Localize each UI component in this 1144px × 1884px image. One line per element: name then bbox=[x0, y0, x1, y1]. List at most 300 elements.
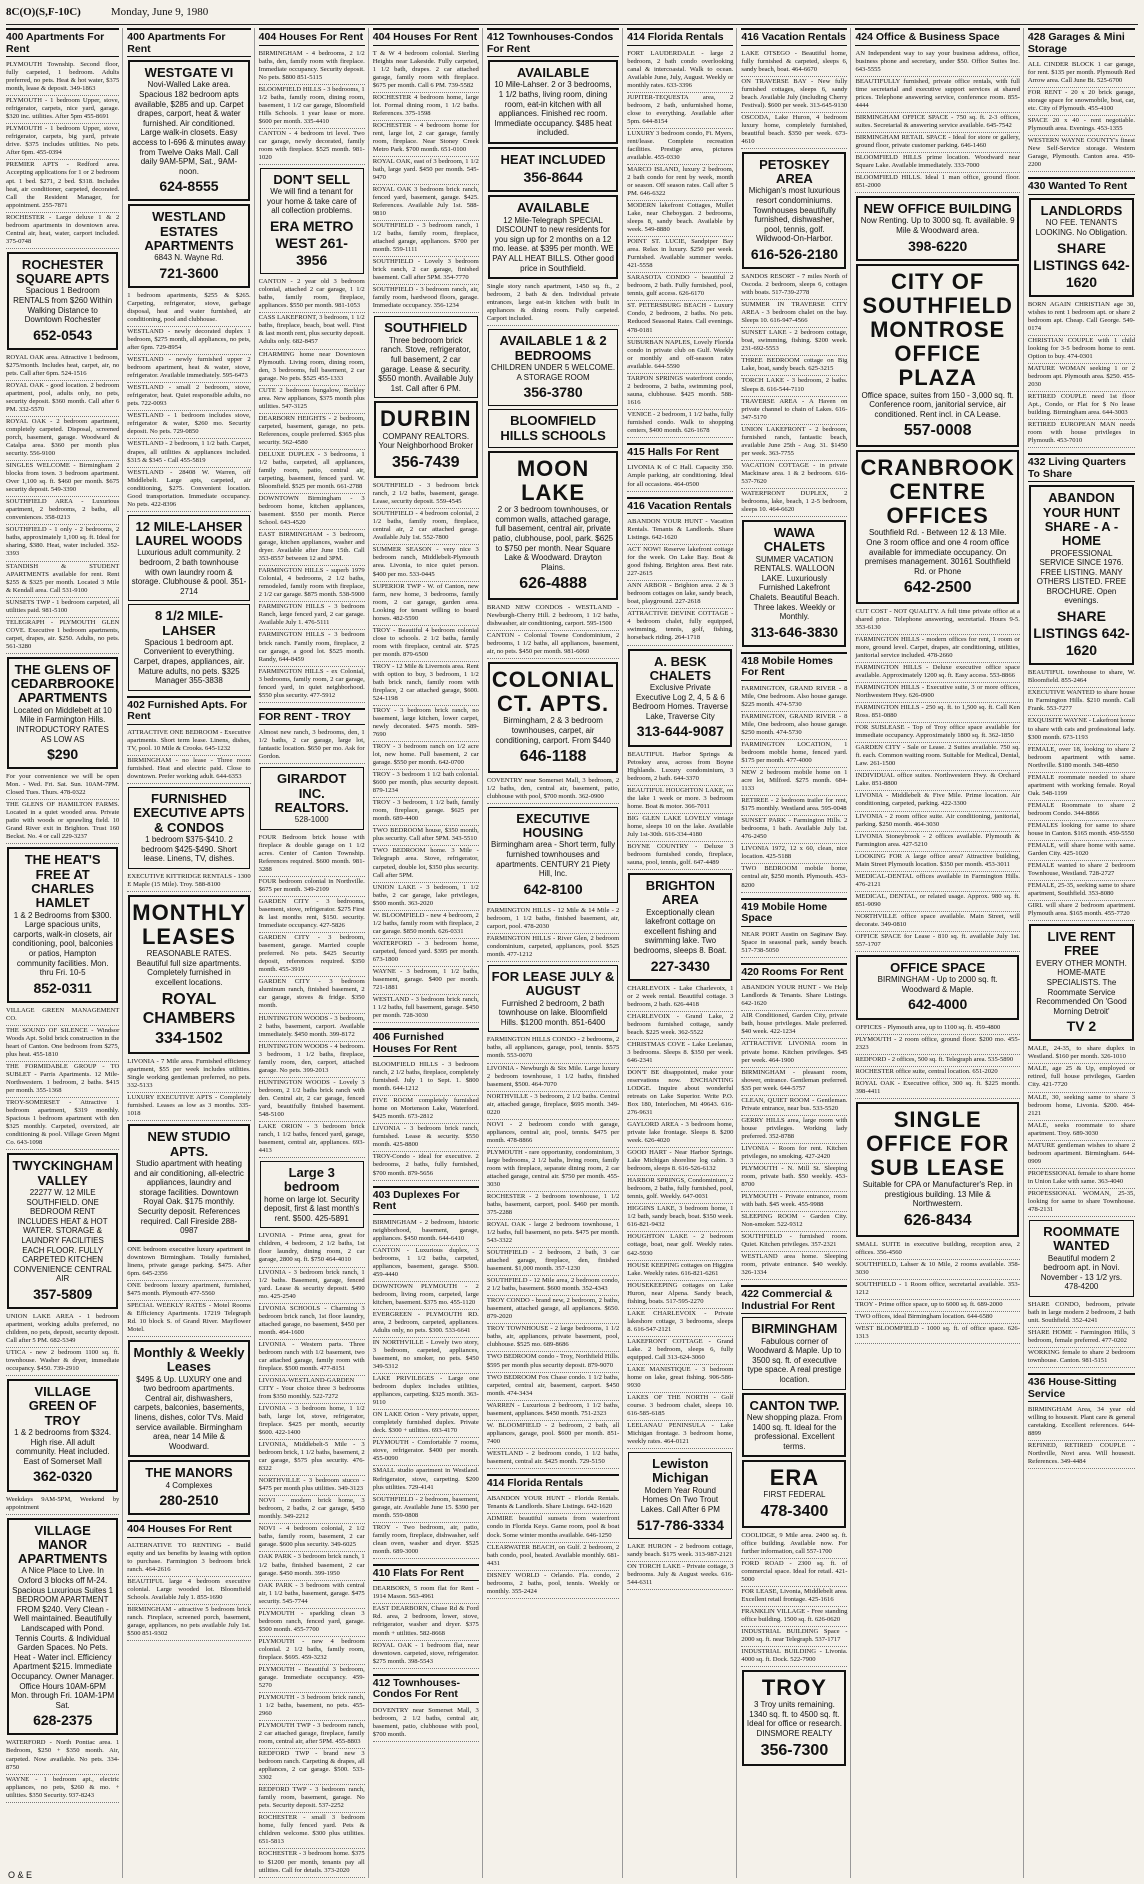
classified-ad: SHARE HOME - Farmington Hills, 3 bedroom, female preferred. 477-0202 bbox=[1028, 1328, 1135, 1348]
classified-ad: BEAUTIFUL large 4 bedroom executive colonial. Large wooded lot. Bloomfield Schools. Available July 1. 855-1690 bbox=[127, 1577, 250, 1605]
classified-ad: FARMINGTON HILLS - superb 1979 Colonial, 4 bedrooms, 2 1/2 baths, remodeled, family room with fireplace, 2 1/2 car garage. $875 month. 538-5900 bbox=[259, 566, 365, 602]
classified-ad: FARMINGTON LOCATION, 1 bedroom mobile home, fenced yard. $175 per month. 477-4000 bbox=[741, 740, 847, 768]
display-ad-title: CITY OF SOUTHFIELD MONTROSE OFFICE PLAZA bbox=[862, 268, 1013, 391]
section-heading: 420 Rooms For Rent bbox=[741, 963, 847, 981]
classified-ad: BRAND NEW CONDOS - WESTLAND - Newburgh-Cherry Hill. 2 bedroom, 1 1/2 baths, dishwasher, air conditioning, carport. 595-1500 bbox=[487, 603, 619, 631]
display-ad-body: Southfield Rd. - Between 12 & 13 Mile. One 3 room office and one 4 room office available for immediate occupancy. On premises management. 30161 Southfield Rd. or Phone bbox=[864, 528, 1011, 576]
classified-ad: BEAUTIFUL HOUGHTON LAKE, on the lake 1 week or more. 3 bedroom home. Boat & motor. 366-7011 bbox=[627, 786, 733, 814]
display-ad-title: ERA bbox=[769, 1465, 820, 1491]
display-ad-title: VILLAGE GREEN OF TROY bbox=[28, 1384, 97, 1428]
classified-ad: CLEARWATER BEACH, on Gulf. 2 bedroom, 2 bath condo, pool, heated. Available monthly. 681-4431 bbox=[487, 1543, 619, 1571]
classified-ad: LAKE PRIVILEGES - Large one bedroom duplex includes utilities, appliances, carpeting. $325 month. 363-9110 bbox=[373, 1374, 479, 1410]
classified-ad: Weekdays 9AM-5PM, Weekend by appointment bbox=[6, 1495, 119, 1515]
classified-ad: GARDEN CITY - 3 bedrooms, basement, stove, refrigerator. $275 First & last months rent, $150. security. Immediate occupancy. 427-5826 bbox=[259, 897, 365, 933]
display-ad-title: SOUTHFIELD bbox=[384, 320, 468, 336]
classified-ad: WESTLAND - newly decorated duplex 1 bedroom, $275 month, all appliances, no pets, after 6pm. 729-8954 bbox=[127, 327, 250, 355]
classified-ad: PLYMOUTH - Private entrance, room with bath. $45 week. 455-9988 bbox=[741, 1192, 847, 1212]
classified-ad: NOVI - modern brick home, 3 bedroom, 2 baths, 2 car garage, $450 monthly. 349-2212 bbox=[259, 1496, 365, 1524]
display-ad bbox=[742, 1670, 846, 1766]
section-heading: 419 Mobile Home Space bbox=[741, 898, 847, 927]
display-ad-phone: 852-0311 bbox=[33, 979, 92, 996]
display-ad-phone: 642-2500 bbox=[903, 579, 972, 597]
classified-ad: WORKING female to share 2 bedroom townhouse. Canton. 981-5151 bbox=[1028, 1348, 1135, 1368]
display-ad-body: FIRST FEDERAL bbox=[763, 1490, 826, 1500]
display-ad-body: Luxurious adult community. 2 bedroom, 2 bath townhouse with own laundry room & storage. Clubhouse & pool. 351-2714 bbox=[131, 548, 247, 596]
display-ad-title: FURNISHED EXECUTIVE APTS & CONDOS bbox=[133, 791, 245, 835]
display-ad-title: TWYCKINGHAM VALLEY bbox=[12, 1158, 113, 1188]
classified-ad: EXECUTIVE WANTED to share house in Farmington Hills. $210 month. Call Frank. 553-7277 bbox=[1028, 688, 1135, 716]
classified-ad: GARDEN CITY - 3 bedroom aluminum ranch, finished basement, 2 car garage, stoves & fridge. $350 month. bbox=[259, 977, 365, 1013]
classified-ad: VACATION COTTAGE - in private Mackinaw area. 1 & 2 bedroom. 616-537-7620 bbox=[741, 461, 847, 489]
display-ad bbox=[488, 807, 618, 903]
classified-ad: SARASOTA CONDO - beautiful 2 bedroom, 2 bath. Fully furnished, pool, tennis, gulf access. 626-6170 bbox=[627, 273, 733, 301]
display-ad bbox=[628, 873, 732, 981]
display-ad-body: Beautiful modern 2 bedroom apt. in Novi. November - 13 1/2 yrs. 478-4200 bbox=[1040, 1253, 1123, 1292]
display-ad-title: GIRARDOT INC. REALTORS. bbox=[274, 771, 349, 815]
classified-ad: PLYMOUTH Township. Second floor, fully carpeted, 1 bedroom. Adults preferred, no pets. Heat & hot water, $375 month, lease & deposit. 349-1863 bbox=[6, 60, 119, 96]
classified-ad: TWO BEDROOM mobile home, central air, $250 month. Plymouth. 453-8200 bbox=[741, 864, 847, 892]
display-ad-title: ROCHESTER SQUARE APTS bbox=[15, 256, 110, 287]
classified-ad: TROY - 3 bedroom, 1 1/2 bath, family room, fireplace, garage. $625 per month. 689-4400 bbox=[373, 798, 479, 826]
display-ad-title: DON'T SELL bbox=[273, 171, 351, 187]
classified-ad: OAK PARK - 3 bedroom brick ranch, 1 1/2 baths, finished basement, 2 car garage. $450 month. 399-1950 bbox=[259, 1552, 365, 1580]
classified-ad: CHRISTMAS COVE - Lake Leelanau, 3 bedrooms. Sleeps 8. $350 per week. 646-2341 bbox=[627, 1040, 733, 1068]
classified-ad: FOR SUBLEASE - Top of Troy office space available for immediate occupancy. Approximately 1800 sq. ft. 362-1850 bbox=[855, 723, 1019, 743]
classified-ad: TRAVERSE AREA - A Haven on private channel to chain of Lakes. 616-347-5170 bbox=[741, 397, 847, 425]
classified-ad: ATTRACTIVE DEVINE COTTAGE - 4 bedroom chalet, fully equipped, swimming, tennis, golf, fishing, horseback riding. 264-1718 bbox=[627, 609, 733, 645]
classified-ad: LIVONIA 1972, 12 x 60, clean, nice location. 425-5188 bbox=[741, 844, 847, 864]
classified-ad: ROCHESTER - small 3 bedroom home, fully fenced yard. Pets & children welcome. $300 plus utilities. 651-5813 bbox=[259, 1813, 365, 1849]
display-ad-body: Studio apartment with heating and air conditioning, all-electric appliances, laundry and storage facilities. Downtown Royal Oak. $175 monthly. Security deposit. References required. Call Fireside 288-0987 bbox=[134, 1158, 244, 1236]
classified-ad: GOOD HART - Near Harbor Springs. Lake Michigan shoreline log cabin. 3 bedroom, sleeps 8. 616-526-6132 bbox=[627, 1148, 733, 1176]
classified-ad: WESTLAND - 2 bedroom condo, 1 1/2 baths, basement, central air. $425 month. 729-5150 bbox=[487, 1449, 619, 1469]
display-ad-title: BRIGHTON AREA bbox=[645, 877, 715, 908]
display-ad bbox=[742, 1460, 846, 1527]
classified-ad: SOUTHFIELD - 12 Mile area, 2 bedroom condo, 2 1/2 baths, basement. $600 month. 352-4343 bbox=[487, 1276, 619, 1296]
classified-ad: TROY TOWNHOUSE - 2 large bedrooms, 1 1/2 baths, air, appliances, private basement, pool, clubhouse. $525 mo. 689-8686 bbox=[487, 1324, 619, 1352]
display-ad bbox=[488, 451, 618, 600]
classified-ad: TROY-SOMERSET - Attractive 1 bedroom apartment, $319 monthly. Spacious 1 bedroom apartment with den $325 monthly. Carpeted, oversized, air conditioning & pool. Village Green Mgmt Co. 643-1098 bbox=[6, 1098, 119, 1150]
classified-ad: SOUTHFIELD - 1 Room office, secretarial available. 353-1212 bbox=[855, 1280, 1019, 1300]
display-ad-phone: 626-8434 bbox=[903, 1212, 972, 1230]
classified-ad: ROCHESTER - 4 bedroom home for rent, large lot, 2 car garage, family room, fireplace. Near Stoney Creek Metro Park. $700 month. 651-0100 bbox=[373, 121, 479, 157]
display-ad-title: WESTGATE VI bbox=[144, 65, 234, 81]
display-ad bbox=[260, 168, 364, 274]
display-ad-title: WESTLAND ESTATES APARTMENTS bbox=[144, 209, 234, 253]
classified-ad: EXQUISITE WAYNE - Lakefront home to share with cats and professional lady. $300 month. 673-1193 bbox=[1028, 716, 1135, 744]
display-ad-phone: 557-0008 bbox=[903, 422, 972, 440]
classified-ad: LIVONIA - Newburgh & Six Mile. Large luxury 2 bedroom townhouse, 1 1/2 baths, finished basement, $500. 464-7070 bbox=[487, 1064, 619, 1092]
section-heading: 400 Apartments For Rent bbox=[6, 28, 119, 57]
classified-ad: GAYLORD AREA - 3 bedroom home, private lake frontage. Sleeps 8. $200 week. 626-4020 bbox=[627, 1120, 733, 1148]
masthead bbox=[6, 6, 1138, 25]
classified-ad: ROYAL OAK - good location. 2 bedroom apartment, pool, adults only, no pets, security deposit. $360 month. Call after 6 PM. 332-5570 bbox=[6, 381, 119, 417]
classified-ad: FEMALE Roommate to share 2 bedroom Condo. 344-8866 bbox=[1028, 801, 1135, 821]
display-ad-title: AVAILABLE 1 & 2 BEDROOMS bbox=[499, 333, 607, 363]
classified-ad: BIRMINGHAM Area, 34 year old willing to housesit. Plant care & general caretaking. Excellent references. 644-8899 bbox=[1028, 1405, 1135, 1441]
classified-ad: LIVONIA - Western parts. Three bedroom ranch with 1/2 basement, two car attached garage, family room with fireplace. $500 month. 477-8151 bbox=[259, 1340, 365, 1376]
display-ad-title: BIRMINGHAM bbox=[751, 1321, 838, 1337]
display-ad-phone: SHARE LISTINGS 642-1620 bbox=[1033, 239, 1130, 290]
classified-ad: REDFORD TWP - 3 bedroom ranch, family room, basement, garage. No pets. Security deposit. 537-2252 bbox=[259, 1785, 365, 1813]
classified-ad: NOVI - 2 bedroom condo with garage, appliances, central air, pool, tennis. $475 per month. 478-8866 bbox=[487, 1120, 619, 1148]
classified-ad: ROYAL OAK 3 bedroom brick ranch, fenced yard, basement, garage. $425. References. Available July 1st. 588-9810 bbox=[373, 185, 479, 221]
classified-ad: SUPERIOR TWP - W. of Canton, new farm, new home, 3 bedrooms, family room, 2 car garage, garden area. Looking for tenant willing to board horses. 482-5590 bbox=[373, 582, 479, 626]
classified-ad: SOUTHFIELD - furnished room. Quiet. Kitchen privileges. 357-2321 bbox=[741, 1232, 847, 1252]
classified-ad: HUNTINGTON WOODS - 4 bedroom. 3 bedroom, 1 1/2 baths, fireplace, family room, den, carport, attached garage. No pets. 399-2013 bbox=[259, 1042, 365, 1078]
classified-ad: SUMMER IN TRAVERSE CITY AREA - 3 bedroom chalet on the bay. Sleeps 10. 616-947-4566 bbox=[741, 300, 847, 328]
classified-ad: LAKE HURON - 2 bedroom cottage, sandy beach. $175 week. 313-987-2121 bbox=[627, 1542, 733, 1562]
classified-ad: PREMIER APTS - Redford area. Accepting applications for 1 or 2 bedroom apt. 1 bed. $271, 2 bed. $318. Includes heat, air conditioner, carpeted, decorated. Call the Resident Manager, for appointment. 255-7871 bbox=[6, 160, 119, 212]
classified-ad: WATERFRONT DUPLEX, 2 bedrooms, lake, beach, 1 2-5 bedroom, sleeps 10. 464-6620 bbox=[741, 489, 847, 517]
classified-ad: WAYNE - 1 bedroom apt., electric appliances, no pets, $260 & mo. + utilities. $350 Security. 937-8243 bbox=[6, 1775, 119, 1803]
classified-ad: WESTLAND - 2 bedroom, 1 1/2 bath. Carpet, drapes, all utilities & appliances included. $315 & $345 - Call 455-5819 bbox=[127, 439, 250, 467]
classified-ad: TARPON SPRINGS waterfront condo, 2 bedrooms, 2 baths, swimming pool, sauna, clubhouse. $425 month. 588-1616 bbox=[627, 374, 733, 410]
classified-ad: EVERGREEN - PLYMOUTH RD. area, 2 bedroom, carpeted, appliances. Adults only, no pets. $300. 533-6641 bbox=[373, 1310, 479, 1338]
classified-ad: SUNSET PARK - Farmington Hills. 2 bedrooms, 1 bath. Available July 1st. 476-2450 bbox=[741, 816, 847, 844]
classified-ad: FARMINGTON, GRAND RIVER - 8 Mile, One bedroom, also house garage. $250 month. 474-5730 bbox=[741, 712, 847, 740]
section-heading: 402 Furnished Apts. For Rent bbox=[127, 696, 250, 725]
classified-ad: BEAUTIFUL townhouse to share, W. Bloomfield. 855-2464 bbox=[1028, 668, 1135, 688]
classified-ad: LIVONIA - Middlebelt & Five Mile. Prime location. Air conditioning, carpeted, parking. 422-3300 bbox=[855, 791, 1019, 811]
classified-ad: PLYMOUTH - sparkling clean 3 bedroom ranch, fenced yard, garage. $500 month. 455-7700 bbox=[259, 1609, 365, 1637]
section-heading: 414 Florida Rentals bbox=[487, 1474, 619, 1492]
display-ad-phone: 357-5809 bbox=[33, 1285, 93, 1302]
classified-ad: ON TORCH LAKE - Private cottage, 3 bedrooms. July & August weeks. 616-544-6311 bbox=[627, 1562, 733, 1590]
classified-ad: WEST BLOOMFIELD - 1000 sq. ft. of office space. 626-1313 bbox=[855, 1324, 1019, 1344]
classified-ad: DOWNTOWN Birmingham - 3 bedroom home, kitchen appliances, basement. $550 per month. Pierce School. 643-4520 bbox=[259, 494, 365, 530]
classified-ad: SOUTHFIELD - Lovely 3 bedroom brick ranch, 2 car garage, finished basement. Call after 5PM. 354-7770 bbox=[373, 257, 479, 285]
classified-ad: MARCO ISLAND, luxury 2 bedroom, 2 bath condo for rent by week, month or season. Off season rates. Call after 5 PM. 646-6322 bbox=[627, 165, 733, 201]
classified-ad: CANTON - Luxurious duplex, 3 bedrooms, 1 1/2 baths, carpeted, appliances, basement, garage. $500. 459-4440 bbox=[373, 1246, 479, 1282]
classified-ad: FARMINGTON HILLS CONDO - 2 bedrooms, 2 baths, all appliances, garage, pool, tennis. $575 month. 553-0070 bbox=[487, 1035, 619, 1063]
classified-ad: HOUSEKEEPING cottages on Lake Huron, near Alpena. Sandy beach, fishing, boats. 517-595-2270 bbox=[627, 1281, 733, 1309]
section-heading: 430 Wanted To Rent bbox=[1028, 177, 1135, 195]
classified-ad: REDFORD TWP - brand new 3 bedroom ranch. Carpeting & drapes, all appliances, 2 car garage. $500. 533-3302 bbox=[259, 1749, 365, 1785]
classified-ad: ON LAKE Orion - Very private, upper, completely furnished duplex. Private deck. $300 + utilities. 693-4170 bbox=[373, 1410, 479, 1438]
classified-ad: CANTON - Colonial Towne Condominium, 2 bedrooms, 1 1/2 baths, all appliances, basement, air, no pets. $450 per month. 981-6060 bbox=[487, 631, 619, 659]
classified-ad: DELUXE DUPLEX - 3 bedrooms, 1 1/2 baths, carpeted, all appliances, family room, patio, central air, carpeting, basement, fenced yard. W. Bloomfield. $525 per month. 661-2788 bbox=[259, 450, 365, 494]
classified-ad: NORTHVILLE office space available. Main Street, will decorate. 349-0810 bbox=[855, 912, 1019, 932]
classified-ad: BIG GLEN LAKE LOVELY vintage home, sleeps 10 on the lake. Available July 1st-30th. 616-334-4180 bbox=[627, 814, 733, 842]
display-ad-title: TROY bbox=[761, 1675, 827, 1701]
classified-ad: LIVONIA - 3 bedroom home, 1 1/2 bath, large lot, stove, refrigerator, fireplace. $425 per month, security $600. 422-1400 bbox=[259, 1404, 365, 1440]
section-heading: 404 Houses For Rent bbox=[373, 28, 479, 46]
classified-ad: OSCODA, Lake Huron, 4 bedroom luxury home, completely furnished, beautiful beach. $350 per week. 673-4610 bbox=[741, 113, 847, 149]
display-ad-body: SUMMER VACATION RENTALS. WALLOON LAKE. Luxuriously Furnished Lakefront Chalets. Beautiful Beach. Three lakes. Weekly or Monthly. bbox=[749, 554, 840, 622]
classified-ad: FARMINGTON HILLS - 12 Mile & 14 Mile - 2 bedroom, 1 1/2 baths, finished basement, air, carport, pool. 478-2030 bbox=[487, 906, 619, 934]
classified-ad: CHRISTIAN COUPLE with 1 child looking for 3-5 bedroom home to rent. Option to buy. 474-0301 bbox=[1028, 336, 1135, 364]
classified-ad: ABANDON YOUR HUNT - We Help Landlords & Tenants. Share Listings. 642-1620 bbox=[741, 983, 847, 1011]
classified-ad: TROY - Beautiful 4 bedroom colonial close to schools. 2 1/2 baths, family room with fireplace, central air. $725 per month. 879-6500 bbox=[373, 626, 479, 662]
classified-ad: WARREN - Luxurious 2 bedroom, 1 1/2 baths, basement, appliances. $450 month. 751-2323 bbox=[487, 1401, 619, 1421]
display-ad-title: ROOMMATE WANTED bbox=[1043, 1223, 1120, 1254]
classified-ad: HOUGHTON LAKE - 2 bedroom cottage, boat, near golf. Weekly rates. 642-5930 bbox=[627, 1232, 733, 1260]
classified-ad: FEMALE, over 18, looking to share 2 bedroom apartment with same. Northville. $180 month. 348-4850 bbox=[1028, 745, 1135, 773]
classified-ad: UTICA - new 2 bedroom 1100 sq. ft. townhouse. Washer & dryer, immediate occupancy. $450. 739-2910 bbox=[6, 1348, 119, 1376]
display-ad-phone: 313-646-3830 bbox=[750, 623, 838, 640]
column-8 bbox=[855, 28, 1023, 1878]
classified-ad: FOR RENT - 20 x 20 brick garage, storage space for snowmobile, boat, car, etc. City of Plymouth. 455-4100 bbox=[1028, 88, 1135, 116]
display-ad-body: EVERY OTHER MONTH. HOME-MATE SPECIALISTS. The Roommate Service Recommended On 'Good Morning Detroit' bbox=[1036, 958, 1127, 1016]
classified-ad: ALL CINDER BLOCK 1 car garage, for rent. $135 per month. Plymouth Red Arrow area. Call June Bt. 525-6700 bbox=[1028, 60, 1135, 88]
classified-ad: ABANDON YOUR HUNT - Florida Rentals. Tenants & Landlords. Share Listings. 642-1620 bbox=[487, 1494, 619, 1514]
classified-ad: OFFICE SPACE for Lease - 810 sq. ft. available July 1st. 557-1707 bbox=[855, 932, 1019, 952]
classified-ad: ROYAL OAK area. Attractive 1 bedroom, $275/month. Includes heat, carpet, air, no pets. Call after 6pm. 524-1516 bbox=[6, 353, 119, 381]
classified-ad: COOLIDGE, 9 Mile area. 2400 sq. ft. office building. Available now. For further information, call 557-1700 bbox=[741, 1531, 847, 1559]
classified-ad: DOVENTRY near Somerset Mall, 3 bedroom, 2 1/2 baths, central air, basement, patio, clubhouse with pool, $700 month. bbox=[373, 1706, 479, 1742]
classified-ad: ACT NOW! Reserve lakefront cottage for the week. On Lake Bay. Boat & good fishing. Brighton area. Best rate. 227-2615 bbox=[627, 545, 733, 581]
classified-ad: DON'T BE disappointed, make your reservations now. ENCHANTING LODGE. Inquire about wonderful retreats on Lake Superior. Write P.O. Box 180, Interlochen, Mi 49643. 616-276-9631 bbox=[627, 1068, 733, 1120]
classified-ad: LAKE OTSEGO - Beautiful home, fully furnished & carpeted, sleeps 6, sandy beach, boat. 464-6670 bbox=[741, 49, 847, 77]
classified-ad: GIRL will share 2 bedroom apartment. Plymouth area. $165 month. 455-7720 bbox=[1028, 901, 1135, 921]
display-ad bbox=[128, 787, 249, 869]
classified-ad: ROCHESTER - 3 bedroom home. $375 to $1200 per month, tenants pay all utilities. Call for details. 373-2020 bbox=[259, 1849, 365, 1877]
issue-date: Monday, June 9, 1980 bbox=[110, 6, 209, 18]
classified-ad: LAKEFRONT COTTAGE - Grand Lake. 2 bedroom, sleeps 6, fully equipped. Call 313-624-3060 bbox=[627, 1337, 733, 1365]
classified-ad: T & W 4 bedroom colonial. Sterling Heights near Lakeside. Fully carpeted, 1 1/2 bath, drapes. 2 car attached garage, family room with fireplace. $675 per month. Call 6 PM. 739-5582 bbox=[373, 49, 479, 93]
classified-ad: HIGGINS LAKE, 3 bedroom home, 1 1/2 bath, sandy beach, boat. $350 week. 616-821-9432 bbox=[627, 1204, 733, 1232]
classified-ad: LOOKING FOR A large office area? Attractive building, Main Street Plymouth location. $350 per month. 453-3011 bbox=[855, 852, 1019, 872]
classified-ad: PLYMOUTH - 1 bedroom Upper, stove, refrigerator, carpets, big yard, private drive. $375 includes utilities. No pets. After 6pm. 455-0394 bbox=[6, 124, 119, 160]
classified-ad: LIVONIA - Prime area, great for children, 4 bedroom, 2 1/2 baths, 1st floor laundry, dining room, 2 car garage, 2800 sq. ft. $750 464-4010 bbox=[259, 1231, 365, 1267]
classified-ad: DEARBORN, 5 room flat for Rent - 1914 Mason. 563-4961 bbox=[373, 1584, 479, 1604]
display-ad-phone: SHARE LISTINGS 642-1620 bbox=[1033, 608, 1130, 659]
display-ad bbox=[742, 520, 846, 647]
display-ad-title: CRANBROOK CENTRE OFFICES bbox=[860, 454, 1015, 529]
classified-ad: TELEGRAPH - PLYMOUTH GLEN COVE. Executive 1 bedroom apartments, carpet, drapes, air. $250. Adults, no pets. 561-3280 bbox=[6, 618, 119, 654]
display-ad-body: 22277 W. 12 MILE SOUTHFIELD. ONE BEDROOM RENT INCLUDES HEAT & HOT WATER. STORAGE & LAUNDRY FACILITIES EACH FLOOR. FULLY CARPETED KITCHEN CONVENIENCE CENTRAL AIR bbox=[13, 1187, 112, 1284]
display-ad-body: 3 Troy units remaining. 1340 sq. ft. to 4500 sq. ft. Ideal for office or research. DINSMORE REALTY bbox=[746, 1700, 842, 1738]
classified-ad: ONE bedroom luxury apartment, furnished, $475 month. Plymouth 477-5560 bbox=[127, 1281, 250, 1301]
display-ad bbox=[1029, 1220, 1134, 1297]
classified-ad: AIR Conditioned, Garden City, private bath, house privileges. Male preferred. $40 week. 422-1234 bbox=[741, 1011, 847, 1039]
classified-ad: NEAR PORT Austin on Saginaw Bay. Space in seasonal park, sandy beach. 517-738-5050 bbox=[741, 930, 847, 958]
classified-ad: TROY - 3 bedroom ranch on 1/2 acre lot, new home. Full basement, 2 car garage. $550 per month. 642-0700 bbox=[373, 742, 479, 770]
classified-ad: UNION LAKEFRONT - 2 bedroom, furnished ranch, fantastic beach, available June 25th - Aug. 31. $1450 per week. 363-7755 bbox=[741, 425, 847, 461]
classified-ad: ATTRACTIVE LIVONIA room in private home. Kitchen privileges. $45 per week. 464-1900 bbox=[741, 1039, 847, 1067]
display-ad-body: Spacious 1 bedroom apt. Convenient to everything. Carpet, drapes, appliances, air. Mature adults, no pets. $325 Manager 355-3838 bbox=[133, 637, 245, 686]
classified-ad: FARMINGTON HILLS - 3 bedroom brick ranch. Family room, fireplace, 2 car garage, a good lot. $525 month. Randy, 644-8459 bbox=[259, 630, 365, 666]
display-ad-body: CHILDREN UNDER 5 WELCOME. A STORAGE ROOM bbox=[491, 362, 616, 382]
classified-ad: SOUTHFIELD AREA - Luxurious apartment, 2 bedrooms, 2 baths, all conveniences. 358-0213 bbox=[6, 497, 119, 525]
classified-ad: FOR LEASE, Livonia, Middlebelt area. Excellent retail frontage. 425-1616 bbox=[741, 1587, 847, 1607]
classified-ad: BIRMINGHAM - 4 bedrooms, 2 1/2 baths, den, family room with fireplace. Immediate occupancy. Security deposit. No pets. $800 851-5115 bbox=[259, 49, 365, 85]
display-ad-body: Fabulous corner of Woodward & Maple. Up to 3500 sq. ft. of executive type space. A real prestige location. bbox=[747, 1336, 842, 1385]
display-ad bbox=[260, 1161, 364, 1228]
classified-ad: PLYMOUTH - rare opportunity, condominium, 3 large bedrooms, 2 1/2 baths, living room, family room with fireplace, separate dining room, 2 car attached garage, central air. $750 per month. 455-3030 bbox=[487, 1148, 619, 1192]
display-ad bbox=[856, 196, 1018, 261]
classified-ad: HARBOR SPRINGS, Condominium, 2 bedroom, 2 baths, fully furnished, pool, tennis, golf. Weekly. 647-0031 bbox=[627, 1176, 733, 1204]
classified-ad: NORTHVILLE - 3 bedroom stucco - $475 per month plus utilities. 349-3123 bbox=[259, 1476, 365, 1496]
display-ad-phone: 721-3600 bbox=[159, 264, 219, 281]
display-ad-title: AVAILABLE bbox=[516, 65, 590, 81]
classified-ad: WESTLAND - small 2 bedroom, stove, refrigerator, heat. Quiet responsible adults, no pets. 722-0093 bbox=[127, 383, 250, 411]
classified-ad: SUNSETS TWP - 1 bedroom carpeted, all utilities paid. 981-5100 bbox=[6, 598, 119, 618]
classified-ad: EXECUTIVE KITTRIDGE RENTALS - 1300 E Maple (15 Mile). Troy. 588-8100 bbox=[127, 872, 250, 892]
classified-ad: GERRY HILLS area, large room with house privileges. Working lady preferred. 352-8788 bbox=[741, 1116, 847, 1144]
display-ad-title: NEW STUDIO APTS. bbox=[147, 1129, 231, 1159]
display-ad-phone: 624-8555 bbox=[159, 178, 219, 195]
classified-ad: CLEAN, QUIET ROOM - Gentleman. Private entrance, near bus. 533-5520 bbox=[741, 1096, 847, 1116]
display-ad-body: $495 & Up. LUXURY one and two bedroom apartments. Central air, dishwashers, carpets, balconies, basements, linens, dishes, color TVs. Maid service available. Birmingham area, near 14 Mile & Woodward. bbox=[133, 1374, 245, 1451]
section-heading: 410 Flats For Rent bbox=[373, 1564, 479, 1582]
classified-ad: LIVONIA, Middlebelt-5 Mile - 3 bedroom brick, 1 1/2 baths, basement, 2 car garage, $575 plus security. 476-8322 bbox=[259, 1440, 365, 1476]
display-ad-title: A. BESK CHALETS bbox=[649, 653, 712, 683]
classified-ad: GARDEN CITY - 3 bedroom, basement, garage. Married couple preferred. No pets. $425 Security deposit, references required. $350 month. 455-3919 bbox=[259, 933, 365, 977]
classified-ad: Almost new ranch, 3 bedrooms, den, 1 1/2 baths, 2 car garage, large lot, fantastic location. $650 per mo. Ask for Gordon. bbox=[259, 728, 365, 764]
classified-ad: NOVI - 4 bedroom colonial, 2 1/2 baths, family room, basement, 2 car garage. $600 plus security. 349-6025 bbox=[259, 1524, 365, 1552]
display-ad-title: DURBIN bbox=[379, 406, 472, 432]
classified-ad: FARMINGTON HILLS - Executive suite, 3 or more offices, Northwestern Hwy. 626-0900 bbox=[855, 683, 1019, 703]
display-ad bbox=[128, 895, 249, 1054]
display-ad-title: 12 MILE-LAHSER LAUREL WOODS bbox=[135, 518, 243, 549]
display-ad-title: LIVE RENT FREE bbox=[1047, 929, 1116, 959]
classified-ad: 1 bedroom apartments, $255 & $265. Carpeting, refrigerator, stove, garbage disposal, heat and water furnished, air conditioning, pool and clubhouse. bbox=[127, 291, 250, 327]
display-ad bbox=[7, 847, 118, 1002]
classified-ad: LIVONIA Stoneybrook - 2 offices available. Plymouth & Farmington area. 427-5210 bbox=[855, 832, 1019, 852]
display-ad-title: VILLAGE MANOR APARTMENTS bbox=[17, 1522, 108, 1567]
classified-ad: FIVE ROOM completely furnished home on Mortenson Lake, Waterford. $425 month. 673-2812 bbox=[373, 1096, 479, 1124]
display-ad-body: Birmingham, 2 & 3 bedroom townhouses, carpet, air conditioning, carport. From $440 bbox=[495, 716, 611, 745]
classified-ad: ROYAL OAK - 2 bedroom apartment, completely carpeted. Disposal, screened porch, basement, garage. Woodward & Catalpa area. $360 per month plus security. 556-9100 bbox=[6, 417, 119, 461]
display-ad bbox=[128, 60, 249, 201]
classified-ad: TROY - Two bedroom, air, patio, family room, fireplace, dishwasher, self clean oven, washer and dryer. $525 month. 689-3000 bbox=[373, 1523, 479, 1559]
section-heading: 404 Houses For Rent bbox=[259, 28, 365, 46]
classified-ad: TROY CONDO - brand new, 2 bedroom, 2 baths, basement, attached garage, all appliances. $650. 879-2020 bbox=[487, 1296, 619, 1324]
classified-ad: FARMINGTON HILLS - River Glen, 2 bedroom condominium, carpeted, appliances, pool. $525 month. 477-1212 bbox=[487, 934, 619, 962]
classified-ad: POINT ST. LUCIE, Sandpiper Bay area. Relax in luxury. $250 per week. Furnished. Available summer weeks. 421-5558 bbox=[627, 237, 733, 273]
display-ad-phone: 642-4000 bbox=[908, 996, 968, 1013]
classified-ad: THE SOUND OF SILENCE - Windsor Woods Apt. Solid brick construction in the heart of Canton. One bedroom from $275, plus heat. 455-1810 bbox=[6, 1026, 119, 1062]
display-ad bbox=[488, 965, 618, 1032]
classified-ad: SUBURBAN NAPLES, Lovely Florida condo in private club on Gulf. Weekly or monthly and off-season rates available. 644-5590 bbox=[627, 338, 733, 374]
classified-ad: ROYAL OAK - Executive office, 300 sq. ft. $225 month. 398-4411 bbox=[855, 1079, 1019, 1099]
classified-ad: AN Independent way to say your business address, office, business phone and secretary, under $50. Office Suites Inc. 643-5555 bbox=[855, 49, 1019, 77]
display-ad-body: 12 Mile-Telegraph SPECIAL DISCOUNT to new residents for you sign up for 2 months on a 12 mo. lease. at $395 per month. WE PAY ALL HEAT BILLS. Other good price in Southfield. bbox=[492, 215, 614, 273]
display-ad-phone: 398-6220 bbox=[908, 237, 968, 254]
classified-ad: FORD ROAD - 2300 sq. ft. of commercial space. Ideal for retail. 421-5000 bbox=[741, 1559, 847, 1587]
classified-ad: VENICE - 2 bedroom, 1 1/2 baths, fully furnished condo. Walk to shopping centers, $400 month. 626-1678 bbox=[627, 410, 733, 438]
classified-ad: JUPITER-TEQUESTA area, 2 bedroom, 2 bath, unfurnished home, close to everything. Available after 5pm. 644-8154 bbox=[627, 93, 733, 129]
classified-ad: LAKE CHARLEVOIX - Private lakeshore cottage, 3 bedrooms, sleeps 8. 616-547-2121 bbox=[627, 1309, 733, 1337]
classified-ad: BORN AGAIN CHRISTIAN age 30, wishes to rent 1 bedroom apt. or share 2 bedroom apt. Cheap. Call George. 549-0174 bbox=[1028, 300, 1135, 336]
display-ad-phone: 478-3400 bbox=[760, 1503, 829, 1521]
classified-ad: ROCHESTER office suite, central location. 651-2020 bbox=[855, 1067, 1019, 1079]
classified-ad: FEMALE, will share home with same. Garden City. 425-1020 bbox=[1028, 841, 1135, 861]
display-ad-phone: ERA METRO WEST 261-3956 bbox=[269, 218, 354, 269]
classified-ad: VILLAGE GREEN MANAGEMENT CO. bbox=[6, 1006, 119, 1026]
classified-ad: PLYMOUTH - new 4 bedroom colonial. 2 1/2 baths, family room, fireplace. $695. 459-3232 bbox=[259, 1637, 365, 1665]
display-ad bbox=[1029, 485, 1134, 665]
classified-ad: W. BLOOMFIELD - new 4 bedroom, 2 1/2 baths, family room with fireplace, 2 car garage. $850 month. 626-0331 bbox=[373, 911, 479, 939]
classified-ad: LIVONIA - 3 bedroom brick ranch, 1 1/2 baths. Basement, garage, fenced yard. Lease & security deposit. $490 mo. 425-2540 bbox=[259, 1268, 365, 1304]
classified-ad: LAKE MANISTIQUE - 3 bedroom home on lake, great fishing. 906-586-9930 bbox=[627, 1365, 733, 1393]
display-ad-body: Furnished 2 bedroom, 2 bath townhouse on lake. Bloomfield Hills. $1200 month. 851-6400 bbox=[498, 998, 608, 1027]
classified-ad: CASS LAKEFRONT, 3 bedroom, 1 1/2 baths, fireplace, beach, boat well. First & last month rent, plus security deposit. Adults only. 682-8457 bbox=[259, 313, 365, 349]
classified-ad: LIVONIA - Room for rent. Kitchen privileges, no smoking. 427-2420 bbox=[741, 1144, 847, 1164]
classified-ad: PLYMOUTH - 3 bedroom brick ranch, 1 1/2 baths, basement, no pets. 455-2960 bbox=[259, 1693, 365, 1721]
display-ad-phone: 517-786-3334 bbox=[636, 1516, 724, 1533]
classified-ad: TROY - 3 bedroom 1 1/2 bath colonial. $600 per month, plus security deposit. 879-1234 bbox=[373, 770, 479, 798]
column-4 bbox=[373, 28, 483, 1878]
display-ad-title: WAWA CHALETS bbox=[763, 524, 826, 555]
classified-ad: UNION LAKE - 3 bedroom, 1 1/2 baths, 2 car garage, lake privileges, $500 month. 363-2020 bbox=[373, 883, 479, 911]
display-ad-phone: 626-4888 bbox=[519, 575, 587, 593]
display-ad-body: Office space, suites from 150 - 3,000 sq. ft. Conference room, janitorial service, air conditioned. Rent incl. in CA Lease. bbox=[861, 390, 1014, 419]
section-heading: 416 Vacation Rentals bbox=[627, 497, 733, 515]
classified-ad: Single story ranch apartment, 1450 sq. ft., 2 bedroom, 2 bath & den. Individual private entrances, large eat-in kitchen with built in appliances & dining room. Fully carpeted. Carport included. bbox=[487, 282, 619, 326]
display-ad-body: NO FEE. TENANTS LOOKING. No Obligation. bbox=[1035, 218, 1128, 237]
display-ad-phone: ROYAL CHAMBERS 334-1502 bbox=[142, 990, 236, 1047]
classified-ad: RETIRED COUPLE need 1st floor Apt., Condo, or Flat for $ No lease building. Birmingham area. 644-3003 bbox=[1028, 392, 1135, 420]
classified-ad: PLYMOUTH - Beautiful 3 bedroom, garage. Immediate occupancy. 459-5270 bbox=[259, 1665, 365, 1693]
display-ad bbox=[1029, 198, 1134, 297]
display-ad-phone: 280-2510 bbox=[159, 1492, 219, 1509]
column-6 bbox=[627, 28, 737, 1878]
display-ad-body: Suitable for CPA or Manufacturer's Rep. in prestigious building. 13 Mile & Northwestern. bbox=[862, 1180, 1013, 1209]
display-ad-phone: 356-3780 bbox=[523, 384, 583, 401]
classified-ad: W. BLOOMFIELD - 2 bedroom, 2 bath, all appliances, garage, pool. $600 per month. 851-7400 bbox=[487, 1421, 619, 1449]
display-ad bbox=[128, 204, 249, 288]
classified-ad: FARMINGTON HILLS - 3 bedroom Ranch, large fenced yard, 2 car garage. Available July 1. 476-5111 bbox=[259, 602, 365, 630]
classified-ad: OAK PARK - 3 bedroom with central air, 1 1/2 baths, basement, garage. $475 security. 545-7744 bbox=[259, 1581, 365, 1609]
display-ad bbox=[742, 1393, 846, 1458]
classified-ad: MEDICAL-DENTAL offices available in Farmington Hills. 476-2121 bbox=[855, 872, 1019, 892]
display-ad-phone: 356-8644 bbox=[523, 169, 583, 186]
classified-ad: BLOOMFIELD HILLS - 3 bedroom ranch, 2 1/2 baths, fireplace, completely furnished. July 1 to Sept. 1. $800 month. 644-1212 bbox=[373, 1060, 479, 1096]
classified-ad: CHARLEVOIX - Grand Lake, 2 bedroom furnished cottage, sandy beach. $225 week. 362-5522 bbox=[627, 1012, 733, 1040]
classifieds-page bbox=[6, 28, 1138, 1874]
classified-ad: TWO BEDROOM Fox Chase condo. 1 1/2 baths, carpeted, central air, basement, carport. $450 month. 474-3434 bbox=[487, 1373, 619, 1401]
display-ad bbox=[488, 409, 618, 448]
classified-ad: BIRMINGHAM - 2 bedroom, historic neighborhood, basement, garage, appliances. $450 month. 644-6410 bbox=[373, 1218, 479, 1246]
section-heading: 406 Furnished Houses For Rent bbox=[373, 1028, 479, 1057]
classified-ad: DEARBORN HEIGHTS - 2 bedroom, carpeted, basement, garage, no pets. References, couple preferred. $365 plus security. 562-4580 bbox=[259, 414, 365, 450]
classified-ad: SOUTHFIELD - 2 bedroom, 2 bath, 3 car attached garage, fireplace, den, finished basement. $1,000 month. 357-1230 bbox=[487, 1248, 619, 1276]
classified-ad: SUNSET LAKE - 2 bedroom cottage, boat, swimming, fishing. $200 week. 231-692-5553 bbox=[741, 328, 847, 356]
classified-ad: THE FORMIDABLE GROUP - TO SUBLET - Parris Apartments. 12 Mile-Northwestern. 1 bedroom, 2 baths. $415 per month. 355-1368 bbox=[6, 1062, 119, 1098]
classified-ad: SOUTHFIELD - 3 bedroom ranch, 1 1/2 baths, family room, fireplace, attached garage, appliances. $700 per month. 559-1111 bbox=[373, 221, 479, 257]
classified-ad: SOUTHFIELD - 1 only - 2 bedrooms, 2 baths, approximately 1,100 sq. ft. Ideal for sharing, $380. Heat, water included. 352-3393 bbox=[6, 525, 119, 561]
classified-ad: TROY - 12 Mile & Livernois area. Rent with option to buy, 3 bedroom, 1 1/2 bath brick ranch, family room with fireplace, 2 car attached garage, $600. 524-1198 bbox=[373, 662, 479, 706]
display-ad-phone: 642-8100 bbox=[523, 880, 583, 897]
display-ad-title: COLONIAL CT. APTS. bbox=[491, 667, 615, 717]
classified-ad: LIVONIA K of C Hall. Capacity 350. Ample parking, air conditioning. Ideal for all occasions. 464-0500 bbox=[627, 463, 733, 491]
classified-ad: SPECIAL WEEKLY RATES - Motel Rooms & Efficiency Apartments. 17219 Telegraph Rd. 10 block S. of Grand River. Mayflower Motel. bbox=[127, 1301, 250, 1337]
display-ad bbox=[7, 1518, 118, 1736]
section-heading: 412 Townhouses-Condos For Rent bbox=[373, 1674, 479, 1703]
classified-ad: DOWNTOWN PLYMOUTH - 2 bedroom, living room, carpeted, large kitchen, basement. $375 mo. 455-1120 bbox=[373, 1282, 479, 1310]
classified-ad: ADMIRE beautiful sunsets from waterfront condo in Florida Keys. Game room, pool & boat dock. Some winter months available. 646-1250 bbox=[487, 1514, 619, 1542]
classified-ad: BIRMINGHAM OFFICE SPACE - 750 sq. ft. 2-3 offices, suites. Secretarial & answering service available. 645-7542 bbox=[855, 113, 1019, 133]
classified-ad: INDIVIDUAL office suites. Northwestern Hwy. & Orchard Lake. 851-8800 bbox=[855, 771, 1019, 791]
display-ad-body: Located on Middlebelt at 10 Mile in Farmington Hills. INTRODUCTORY RATES AS LOW AS bbox=[13, 705, 112, 744]
display-ad-title: BLOOMFIELD HILLS SCHOOLS bbox=[500, 413, 606, 443]
display-ad-phone: 652-0543 bbox=[33, 326, 93, 343]
classified-ad: BLOOMFIELD HILLS - 3 bedrooms, 1 1/2 baths, family room, dining room, basement, 1 1/2 car garage, Bloomfield Hills Schools. 1 year lease or more. $600 per month. 335-4410 bbox=[259, 85, 365, 129]
display-ad-title: Monthly & Weekly Leases bbox=[133, 1345, 245, 1375]
classified-ad: MEDICAL, DENTAL, or related usage. Approx. 980 sq. ft. 851-9090 bbox=[855, 892, 1019, 912]
classified-ad: ATTRACTIVE ONE BEDROOM - Executive apartments. Short term lease. Linens, dishes, TV, pool. 10 Mile & Crooks. 645-1232 bbox=[127, 728, 250, 756]
display-ad-title: SINGLE OFFICE FOR SUB LEASE bbox=[866, 1106, 1010, 1181]
classified-ad: FARMINGTON HILLS - 250 sq. ft. to 1,500 sq. ft. Call Ken Ross. 851-0880 bbox=[855, 703, 1019, 723]
classified-ad: SOUTHFIELD, Lahser & 10 Mile, 2 rooms available. 358-3030 bbox=[855, 1260, 1019, 1280]
column-5 bbox=[487, 28, 623, 1878]
classified-ad: FEMALES looking for same to share house in Canton. $165 month. 459-5550 bbox=[1028, 821, 1135, 841]
display-ad bbox=[742, 152, 846, 269]
classified-ad: BLOOMFIELD HILLS. Ideal 1 man office, ground floor. 851-2000 bbox=[855, 173, 1019, 193]
